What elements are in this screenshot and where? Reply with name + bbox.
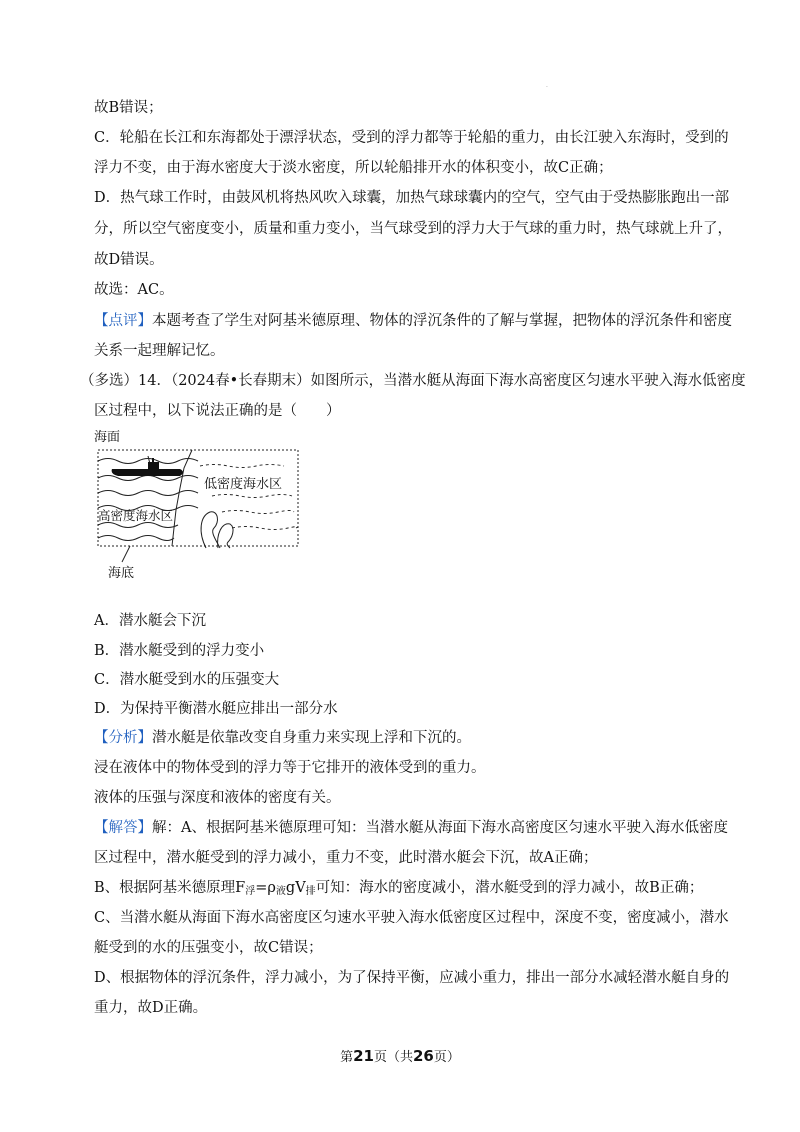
- submarine-icon: [112, 458, 183, 476]
- prev-comment-line2: 关系一起理解记忆。: [94, 343, 225, 359]
- comment-text: 本题考查了学生对阿基米德原理、物体的浮沉条件的了解与掌握，把物体的浮沉条件和密度: [152, 313, 732, 329]
- prev-d-line1: D．热气球工作时，由鼓风机将热风吹入球囊，加热气球球囊内的空气，空气由于受热膨胀跑出一部: [94, 190, 730, 206]
- prev-c-line1: C．轮船在长江和东海都处于漂浮状态，受到的浮力都等于轮船的重力，由长江驶入东海时，受到的: [94, 130, 729, 146]
- solution-c-line2: 艇受到的水的压强变小，故C错误；: [94, 940, 323, 956]
- prev-d-line2: 分，所以空气密度变小，质量和重力变小，当气球受到的浮力大于气球的重力时，热气球就上升了，: [94, 221, 732, 237]
- option-b: B．潜水艇受到的浮力变小: [94, 643, 265, 659]
- footer-suffix: 页）: [433, 1050, 460, 1065]
- formula-gv: gV: [285, 880, 306, 896]
- comment-tag: 【点评】: [94, 313, 152, 329]
- option-a: A．潜水艇会下沉: [94, 613, 206, 629]
- question-line2: 区过程中，以下说法正确的是（ ）: [94, 403, 341, 419]
- label-low-density: 低密度海水区: [204, 477, 283, 492]
- analysis-line1: [94, 728, 471, 748]
- solution-tag: 【解答】: [94, 820, 152, 836]
- solution-d-line1: D、根据物体的浮沉条件，浮力减小，为了保持平衡，应减小重力，排出一部分水减轻潜水艇自身的: [94, 970, 730, 986]
- question-line1: （多选）14．（2024春•长春期末）如图所示，当潜水艇从海面下海水高密度区匀速水平驶入海水低密度: [80, 373, 746, 389]
- prev-comment-line1: [94, 311, 732, 331]
- label-sea-bottom: 海底: [108, 566, 135, 581]
- solution-d-line2: 重力，故D正确。: [94, 1000, 208, 1016]
- bottom-leader: [122, 546, 130, 562]
- solution-a-text: 解：A、根据阿基米德原理可知：当潜水艇从海面下海水高密度区匀速水平驶入海水低密度: [152, 820, 728, 836]
- analysis-text1: 潜水艇是依靠改变自身重力来实现上浮和下沉的。: [152, 730, 471, 746]
- footer-mid: 页（共: [373, 1050, 413, 1065]
- formula-pre: B、根据阿基米德原理F: [94, 880, 246, 896]
- formula-sub-buoyancy: 浮: [245, 886, 256, 897]
- solution-a-line2: 区过程中，潜水艇受到的浮力减小，重力不变，此时潜水艇会下沉，故A正确；: [94, 850, 598, 866]
- prev-answer: 故选：AC。: [94, 282, 174, 298]
- scan-speck: ·: [546, 84, 548, 91]
- option-c: C．潜水艇受到水的压强变大: [94, 672, 280, 688]
- footer-page-number: 21: [353, 1047, 374, 1065]
- formula-post: 可知：海水的密度减小，潜水艇受到的浮力减小，故B正确；: [315, 880, 704, 896]
- option-d: D．为保持平衡潜水艇应排出一部分水: [94, 701, 338, 717]
- label-high-density: 高密度海水区: [98, 508, 174, 523]
- seaweed-icon: [201, 512, 233, 548]
- footer-total-pages: 26: [413, 1047, 434, 1065]
- formula-sub-liquid: 液: [275, 886, 286, 897]
- prev-b-conclusion: 故B错误；: [94, 100, 163, 116]
- solution-c-line1: C、当潜水艇从海面下海水高密度区匀速水平驶入海水低密度区过程中，深度不变，密度减小，潜水: [94, 910, 729, 926]
- solution-a-line1: [94, 818, 728, 838]
- density-boundary: [172, 450, 192, 546]
- analysis-line2: 浸在液体中的物体受到的浮力等于它排开的液体受到的重力。: [94, 760, 486, 776]
- prev-c-line2: 浮力不变，由于海水密度大于淡水密度，所以轮船排开水的体积变小，故C正确；: [94, 160, 613, 176]
- page-footer: [0, 1046, 800, 1065]
- label-sea-surface: 海面: [94, 430, 121, 445]
- prev-d-line3: 故D错误。: [94, 252, 164, 268]
- analysis-tag: 【分析】: [94, 730, 152, 746]
- low-density-lines: [200, 465, 298, 530]
- submarine-figure: [92, 428, 312, 588]
- solution-b-line: [94, 878, 703, 902]
- footer-prefix: 第: [340, 1050, 354, 1065]
- formula-sub-displaced: 排: [305, 886, 316, 897]
- analysis-line3: 液体的压强与深度和液体的密度有关。: [94, 790, 341, 806]
- formula-rho: =ρ: [255, 880, 276, 896]
